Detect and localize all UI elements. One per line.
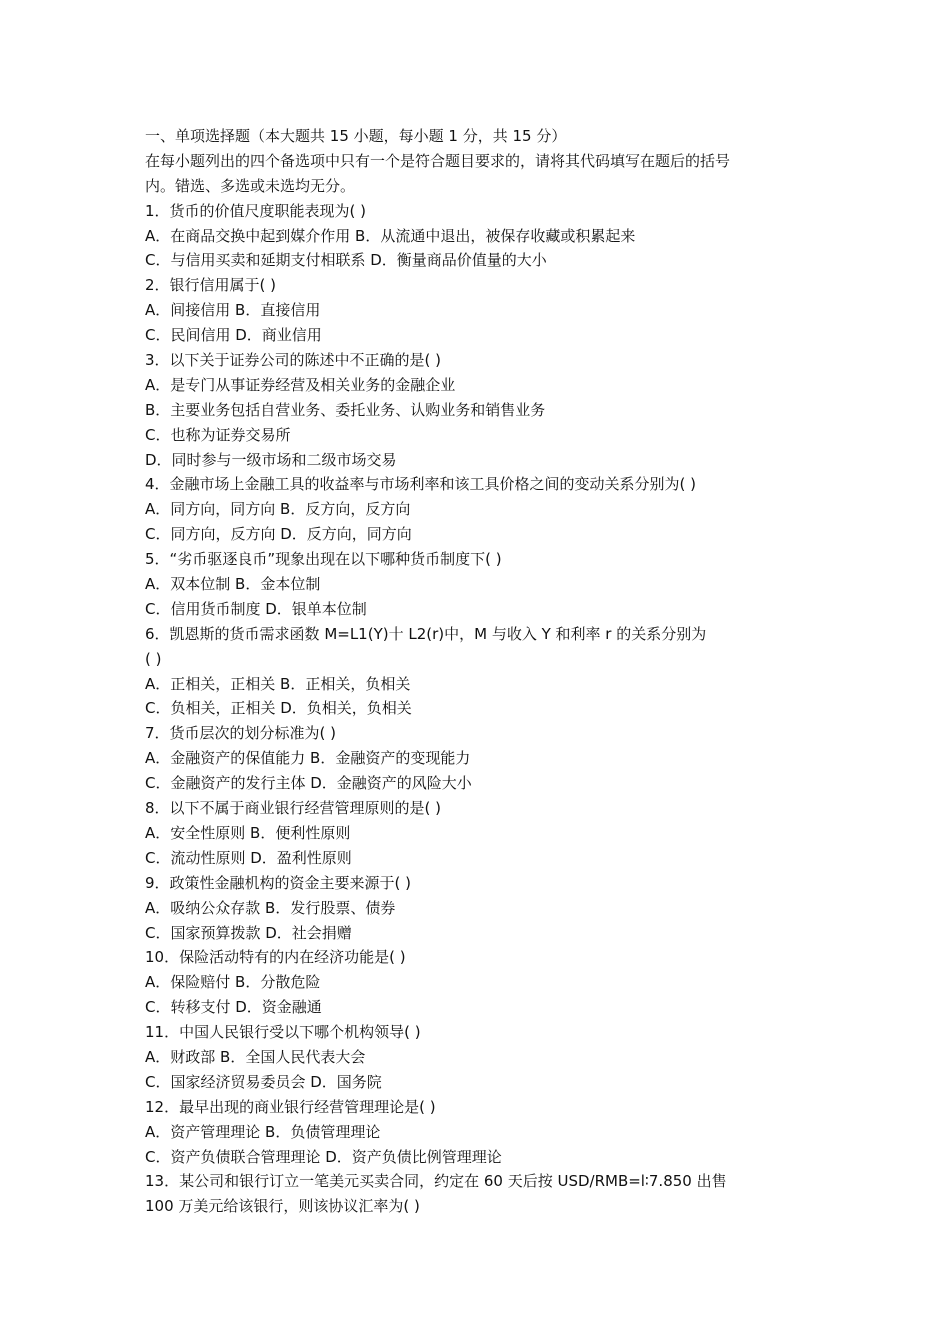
section-heading: 一、单项选择题（本大题共 15 小题，每小题 1 分，共 15 分） — [145, 127, 567, 145]
instructions-line: 在每小题列出的四个备选项中只有一个是符合题目要求的，请将其代码填写在题后的括号 — [145, 151, 731, 170]
question-5: 5．“劣币驱逐良币”现象出现在以下哪种货币制度下( ) — [145, 550, 502, 569]
question-6-continued: ( ) — [145, 649, 162, 668]
question-6: 6．凯恩斯的货币需求函数 M=L1(Y)十 L2(r)中，M 与收入 Y 和利率 r 的关系分别为 — [145, 624, 707, 643]
question-8-options: A．安全性原则 B．便利性原则 — [145, 823, 351, 842]
question-12-options: A．资产管理理论 B．负债管理理论 — [145, 1122, 381, 1141]
question-1-options: C．与信用买卖和延期支付相联系 D．衡量商品价值量的大小 — [145, 251, 547, 270]
question-10-options: A．保险赔付 B．分散危险 — [145, 973, 321, 992]
question-3-option-a: A．是专门从事证券经营及相关业务的金融企业 — [145, 375, 456, 394]
question-3-option-c: C．也称为证券交易所 — [145, 425, 291, 444]
question-4-options: A．同方向，同方向 B．反方向，反方向 — [145, 500, 411, 519]
question-11-options: C．国家经济贸易委员会 D．国务院 — [145, 1072, 382, 1091]
question-3: 3．以下关于证券公司的陈述中不正确的是( ) — [145, 351, 442, 370]
question-10: 10．保险活动特有的内在经济功能是( ) — [145, 948, 406, 967]
question-2: 2．银行信用属于( ) — [145, 276, 277, 295]
question-12: 12．最早出现的商业银行经营管理理论是( ) — [145, 1097, 436, 1116]
question-7: 7．货币层次的划分标准为( ) — [145, 724, 337, 743]
question-5-options: A．双本位制 B．金本位制 — [145, 575, 321, 594]
question-2-options: A．间接信用 B．直接信用 — [145, 301, 321, 320]
question-7-options: A．金融资产的保值能力 B．金融资产的变现能力 — [145, 749, 471, 768]
question-9-options: A．吸纳公众存款 B．发行股票、债券 — [145, 898, 396, 917]
question-10-options: C．转移支付 D．资金融通 — [145, 998, 322, 1017]
question-13-continued: 100 万美元给该银行，则该协议汇率为( ) — [145, 1197, 420, 1216]
question-1-options: A．在商品交换中起到媒介作用 B．从流通中退出，被保存收藏或积累起来 — [145, 226, 636, 245]
question-7-options: C．金融资产的发行主体 D．金融资产的风险大小 — [145, 774, 472, 793]
question-3-option-d: D．同时参与一级市场和二级市场交易 — [145, 450, 397, 469]
question-3-option-b: B．主要业务包括自营业务、委托业务、认购业务和销售业务 — [145, 400, 546, 419]
question-8: 8．以下不属于商业银行经营管理原则的是( ) — [145, 799, 442, 818]
question-13: 13．某公司和银行订立一笔美元买卖合同，约定在 60 天后按 USD/RMB=l∶7.850 出售 — [145, 1172, 727, 1191]
document-body — [145, 124, 825, 1219]
instructions-line: 内。错选、多选或未选均无分。 — [145, 176, 356, 195]
question-9-options: C．国家预算拨款 D．社会捐赠 — [145, 923, 352, 942]
question-11: 11．中国人民银行受以下哪个机构领导( ) — [145, 1023, 421, 1042]
question-2-options: C．民间信用 D．商业信用 — [145, 326, 322, 345]
question-8-options: C．流动性原则 D．盈利性原则 — [145, 848, 352, 867]
question-9: 9．政策性金融机构的资金主要来源于( ) — [145, 873, 412, 892]
question-4: 4．金融市场上金融工具的收益率与市场利率和该工具价格之间的变动关系分别为( ) — [145, 475, 697, 494]
question-5-options: C．信用货币制度 D．银单本位制 — [145, 599, 367, 618]
question-6-options: A．正相关，正相关 B．正相关，负相关 — [145, 674, 411, 693]
question-4-options: C．同方向，反方向 D．反方向，同方向 — [145, 525, 412, 544]
question-1: 1．货币的价值尺度职能表现为( ) — [145, 201, 367, 220]
question-12-options: C．资产负债联合管理理论 D．资产负债比例管理理论 — [145, 1147, 502, 1166]
question-11-options: A．财政部 B．全国人民代表大会 — [145, 1047, 366, 1066]
question-6-options: C．负相关，正相关 D．负相关，负相关 — [145, 699, 412, 718]
